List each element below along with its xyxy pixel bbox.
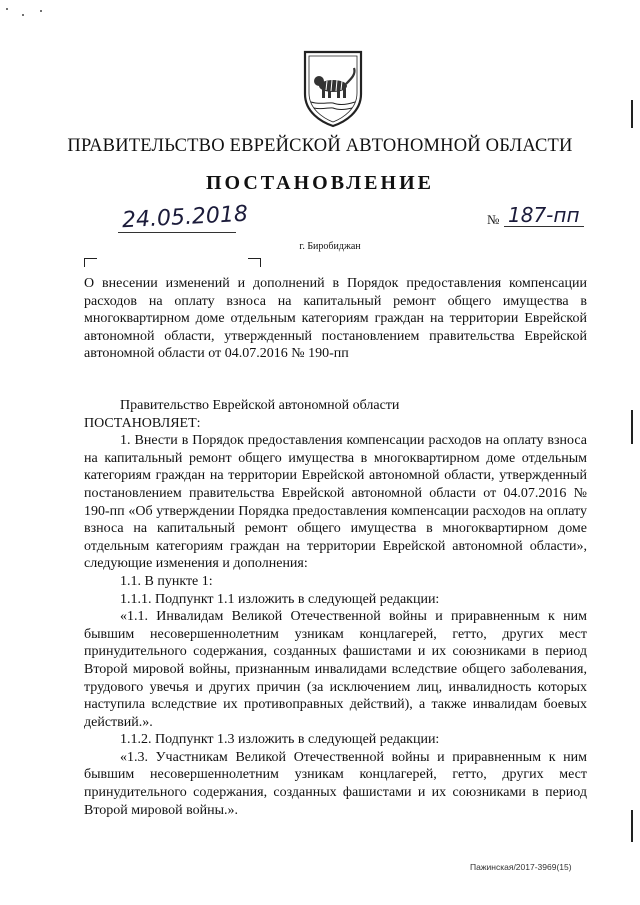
body-paragraph: «1.1. Инвалидам Великой Отечественной войны и приравненным к ним бывшим несовершеннолетним узникам концлагерей, гетто, других мест принудительного содержания, созданных фашистами и их союзниками в период Второй мировой войны, признанным инвалидами вследствие общего заболевания, трудового увечья и других причин (за исключением лиц, инвалидность которых наступила вследствие их противоправных действий), а также инвалидам боевых действий.». — [84, 609, 587, 730]
scan-speck — [6, 8, 8, 10]
subject-corner-mark-right — [248, 258, 261, 267]
scan-edge-mark — [631, 810, 633, 842]
decree-body — [84, 397, 587, 819]
decree-subject: О внесении изменений и дополнений в Порядок предоставления компенсации расходов на оплату взноса на капитальный ремонт общего имущества в многоквартирном доме отдельным категориям граждан на территории Еврейской автономной области, утвержденный постановлением правительства Еврейской автономной области от 04.07.2016 № 190-пп — [84, 276, 587, 361]
number-underline — [504, 226, 584, 227]
scan-edge-mark — [631, 100, 633, 128]
body-paragraph: 1.1.2. Подпункт 1.3 изложить в следующей редакции: — [120, 732, 440, 748]
document-type-heading: ПОСТАНОВЛЕНИЕ — [206, 172, 434, 194]
subject-corner-mark-left — [84, 258, 97, 267]
body-paragraph: 1.1. В пункте 1: — [120, 573, 213, 589]
scan-speck — [40, 10, 42, 12]
coat-of-arms-emblem — [300, 48, 366, 128]
handwritten-date: 24.05.2018 — [121, 201, 249, 234]
document-footer-code: Пажинская/2017-3969(15) — [470, 862, 572, 872]
scan-edge-mark — [631, 410, 633, 444]
date-underline — [118, 232, 236, 233]
body-paragraph: «1.3. Участникам Великой Отечественной войны и приравненным к ним бывшим несовершеннолетним узникам концлагерей, гетто, других мест принудительного содержания, созданных фашистами и их союзниками в период Второй мировой войны.». — [84, 749, 587, 818]
handwritten-number: 187-пп — [508, 203, 580, 227]
government-title: ПРАВИТЕЛЬСТВО ЕВРЕЙСКОЙ АВТОНОМНОЙ ОБЛАСТИ — [67, 136, 573, 156]
number-prefix: № — [487, 212, 500, 227]
scan-speck — [22, 14, 24, 16]
body-decree-word: ПОСТАНОВЛЯЕТ: — [84, 415, 201, 431]
body-intro: Правительство Еврейской автономной области — [120, 398, 400, 413]
city-label: г. Биробиджан — [299, 241, 361, 252]
body-paragraph: 1.1.1. Подпункт 1.1 изложить в следующей редакции: — [120, 591, 440, 607]
body-paragraph: 1. Внести в Порядок предоставления компенсации расходов на оплату взноса на капитальный ремонт общего имущества в многоквартирном доме отдельным категориям граждан на территории Еврейской автономной области, утвержденный постановлением правительства Еврейской автономной области от 04.07.2016 № 190-пп «Об утверждении Порядка предоставления компенсации расходов на оплату взноса на капитальный ремонт общего имущества в многоквартирном доме отдельным категориям граждан на территории Еврейской автономной области», следующие изменения и дополнения: — [84, 433, 587, 572]
